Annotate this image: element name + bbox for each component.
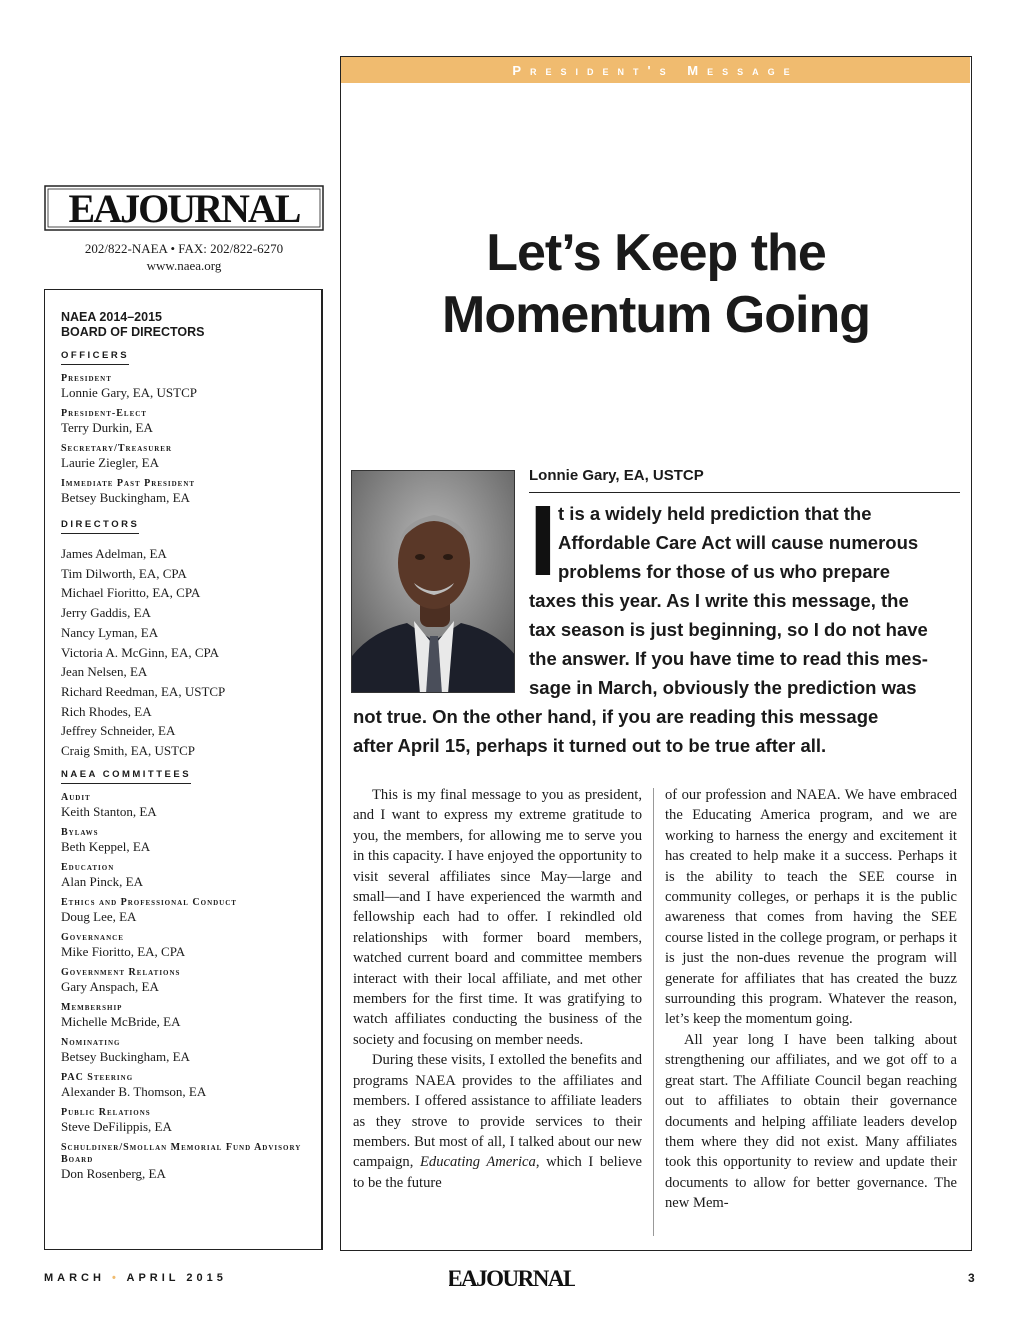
director-name: Craig Smith, EA, USTCP <box>61 743 195 759</box>
column-divider <box>653 788 654 1236</box>
role-title: Schuldiner/Smollan Memorial Fund Advisory Board <box>61 1141 302 1165</box>
footer-separator-dot: • <box>112 1272 120 1284</box>
role-title: Bylaws <box>61 826 99 838</box>
drop-cap: I <box>529 485 557 597</box>
campaign-name: Educating America <box>420 1154 536 1171</box>
director-name: Jerry Gaddis, EA <box>61 605 151 621</box>
body-column-2 <box>665 785 957 1214</box>
footer-issue-date: MARCH • APRIL 2015 <box>44 1272 227 1284</box>
member-name: Betsey Buckingham, EA <box>61 1048 190 1064</box>
section-banner <box>341 57 970 83</box>
lead-line: sage in March, obviously the prediction was <box>529 677 917 698</box>
member-name: Doug Lee, EA <box>61 908 137 924</box>
member-name: Michelle McBride, EA <box>61 1013 181 1029</box>
role-title: Education <box>61 861 115 873</box>
author-byline: Lonnie Gary, EA, USTCP <box>529 467 960 493</box>
footer-logo <box>449 1264 575 1297</box>
member-name: Beth Keppel, EA <box>61 838 151 854</box>
contact-phone-fax: 202/822-NAEA • FAX: 202/822-6270 <box>84 241 284 256</box>
committees-heading: NAEA COMMITTEES <box>61 769 191 784</box>
officers-list <box>61 373 311 505</box>
officers-heading: OFFICERS <box>61 350 129 365</box>
article-title: Let’s Keep the Momentum Going <box>442 224 870 344</box>
role-title: Government Relations <box>61 966 181 978</box>
member-name: Don Rosenberg, EA <box>61 1165 166 1181</box>
body-column-1 <box>353 785 642 1193</box>
page-number: 3 <box>968 1271 975 1285</box>
director-name: Nancy Lyman, EA <box>61 624 159 640</box>
svg-text:EAJOURNAL: EAJOURNAL <box>449 1266 575 1291</box>
director-name: Jeffrey Schneider, EA <box>61 723 176 739</box>
section-banner-label: President's Message <box>512 63 799 78</box>
member-name: Terry Durkin, EA <box>61 420 153 435</box>
member-name: Steve DeFilippis, EA <box>61 1118 172 1134</box>
paragraph: This is my final message to you as president, and I want to express my extreme gratitude to you, the members, for allowing me to serve you in this capacity. I have enjoyed the opportunity to visit several affiliates since May—large and small—and I have experienced the warmth and fellowship each had to offer. I rekindled old relationships with former board members, watched current board and committee members interact with their local affiliate, and met other members for the first time. It was gratifying to watch affiliates conducting the business of the society and focusing on member needs. <box>353 787 642 1048</box>
masthead-logo <box>44 182 324 232</box>
role-title: Immediate Past President <box>61 478 196 489</box>
lead-line: after April 15, perhaps it turned out to be true after all. <box>353 735 827 756</box>
paragraph: During these visits, I extolled the benefits and programs NAEA provides to the affiliates and members. I offered assistance to affiliate leaders as they strove to provide services to their members. But most of all, I talked about our new campaign, Educating America, which I believe to be the future <box>353 1052 643 1191</box>
paragraph: of our profession and NAEA. We have embraced the Educating America program, and we are working to harness the energy and excitement it has created to help make it a success. Perhaps it is the ability to teach the SEE course in community colleges, or perhaps it is the public awareness that comes from having the SEE course listed in the college program, or perhaps it is just the non-dues revenue the program will generate for affiliates that has created the buzz surrounding this program. Whatever the reason, let’s keep the momentum going. <box>665 787 957 1028</box>
directors-list <box>61 544 311 761</box>
director-name: Richard Reedman, EA, USTCP <box>61 683 226 699</box>
director-name: Victoria A. McGinn, EA, CPA <box>61 644 219 660</box>
board-title: NAEA 2014–2015 BOARD OF DIRECTORS <box>61 310 205 339</box>
member-name: Betsey Buckingham, EA <box>61 490 190 505</box>
director-name: Rich Rhodes, EA <box>61 703 152 719</box>
role-title: President <box>61 373 112 384</box>
contact-info <box>44 240 324 274</box>
ea-journal-logo <box>44 182 324 232</box>
lead-line: taxes this year. As I write this message, the <box>529 590 909 611</box>
role-title: Membership <box>61 1001 123 1013</box>
role-title: Ethics and Professional Conduct <box>61 896 237 908</box>
director-name: Michael Fioritto, EA, CPA <box>61 585 201 601</box>
lead-line: the answer. If you have time to read this mes- <box>529 648 928 669</box>
member-name: Alan Pinck, EA <box>61 873 143 889</box>
paragraph: All year long I have been talking about strengthening our affiliates, and we got off to a great start. The Affiliate Council began reaching out to affiliates to obtain their governance documents and helping affiliate leaders develop them where they did not exist. Many affiliates took this opportunity to review and update their documents to allow for better governance. The new Mem- <box>665 1031 957 1212</box>
author-portrait-image <box>352 471 515 693</box>
member-name: Mike Fioritto, EA, CPA <box>61 943 186 959</box>
board-of-directors-sidebar <box>44 289 323 1250</box>
role-title: Audit <box>61 791 91 803</box>
lead-line: not true. On the other hand, if you are reading this message <box>353 706 879 727</box>
member-name: Keith Stanton, EA <box>61 803 157 819</box>
committees-list <box>61 792 311 1181</box>
member-name: Laurie Ziegler, EA <box>61 455 160 470</box>
lead-line: Affordable Care Act will cause numerous <box>558 532 919 553</box>
role-title: Secretary/Treasurer <box>61 443 173 454</box>
lead-line: tax season is just beginning, so I do not have <box>529 619 928 640</box>
director-name: James Adelman, EA <box>61 546 167 561</box>
author-photo <box>351 470 515 693</box>
director-name: Jean Nelsen, EA <box>61 664 148 680</box>
contact-website: www.naea.org <box>146 258 222 273</box>
role-title: PAC Steering <box>61 1071 134 1083</box>
role-title: Public Relations <box>61 1106 151 1118</box>
footer-ea-journal-logo <box>449 1264 575 1292</box>
role-title: Nominating <box>61 1036 121 1048</box>
member-name: Lonnie Gary, EA, USTCP <box>61 385 198 400</box>
svg-text:EAJOURNAL: EAJOURNAL <box>68 186 300 231</box>
member-name: Gary Anspach, EA <box>61 978 159 994</box>
director-name: Tim Dilworth, EA, CPA <box>61 565 187 581</box>
lead-line: problems for those of us who prepare <box>558 561 891 582</box>
role-title: President-Elect <box>61 408 147 419</box>
directors-heading: DIRECTORS <box>61 519 139 534</box>
member-name: Alexander B. Thomson, EA <box>61 1083 207 1099</box>
role-title: Governance <box>61 931 124 943</box>
lead-line: t is a widely held prediction that the <box>558 503 872 524</box>
